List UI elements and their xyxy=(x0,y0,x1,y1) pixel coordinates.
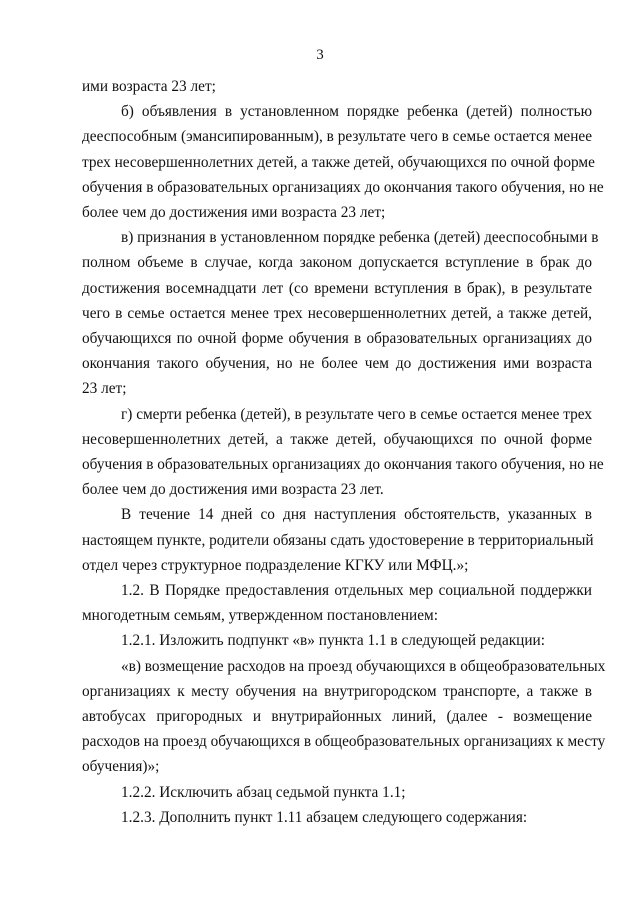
text-line: многодетным семьям, утвержденном постановлением: xyxy=(82,607,438,625)
text-line: б) объявления в установленном порядке ребенка (детей) полностью xyxy=(121,103,592,121)
text-line: окончания такого обучения, но не более чем до достижения ими возраста xyxy=(82,355,592,373)
text-line: 1.2.2. Исключить абзац седьмой пункта 1.1; xyxy=(121,783,406,801)
text-line: трех несовершеннолетних детей, а также детей, обучающихся по очной форме xyxy=(82,153,595,171)
text-line: 23 лет; xyxy=(82,380,127,398)
text-line: 1.2. В Порядке предоставления отдельных мер социальной поддержки xyxy=(121,582,592,600)
text-line: полном объеме в случае, когда законом допускается вступление в брак до xyxy=(82,254,592,272)
page-number: 3 xyxy=(316,47,324,63)
text-line: более чем до достижения ими возраста 23 лет; xyxy=(82,204,386,222)
document-body xyxy=(82,74,606,830)
text-line: «в) возмещение расходов на проезд обучающихся в общеобразовательных xyxy=(121,657,606,675)
text-line: обучения в образовательных организациях до окончания такого обучения, но не xyxy=(82,456,604,474)
text-line: 1.2.3. Дополнить пункт 1.11 абзацем следующего содержания: xyxy=(121,808,528,826)
text-line: отдел через структурное подразделение КГКУ или МФЦ.»; xyxy=(82,556,469,574)
text-line: 1.2.1. Изложить подпункт «в» пункта 1.1 в следующей редакции: xyxy=(121,632,545,650)
text-line: организациях к месту обучения на внутригородском транспорте, а также в xyxy=(82,682,592,700)
text-line: В течение 14 дней со дня наступления обстоятельств, указанных в xyxy=(121,506,592,524)
text-line: несовершеннолетних детей, а также детей, обучающихся по очной форме xyxy=(82,430,592,448)
text-line: настоящем пункте, родители обязаны сдать удостоверение в территориальный xyxy=(82,531,594,549)
text-line: обучения в образовательных организациях до окончания такого обучения, но не xyxy=(82,178,604,196)
text-line: достижения восемнадцати лет (со времени вступления в брак), в результате xyxy=(82,279,592,297)
text-line: ими возраста 23 лет; xyxy=(82,78,216,95)
text-line: обучения)»; xyxy=(82,758,160,776)
text-line: обучающихся по очной форме обучения в образовательных организациях до xyxy=(82,330,592,348)
text-line: дееспособным (эмансипированным), в результате чего в семье остается менее xyxy=(82,128,592,146)
text-line: чего в семье остается менее трех несовершеннолетних детей, а также детей, xyxy=(82,304,592,322)
text-line: расходов на проезд обучающихся в общеобразовательных организациях к месту xyxy=(82,733,606,751)
text-line: более чем до достижения ими возраста 23 лет. xyxy=(82,481,384,499)
text-line: г) смерти ребенка (детей), в результате чего в семье остается менее трех xyxy=(121,405,592,423)
text-line: автобусах пригородных и внутрирайонных линий, (далее - возмещение xyxy=(82,708,592,726)
text-line: в) признания в установленном порядке ребенка (детей) дееспособными в xyxy=(121,229,599,247)
